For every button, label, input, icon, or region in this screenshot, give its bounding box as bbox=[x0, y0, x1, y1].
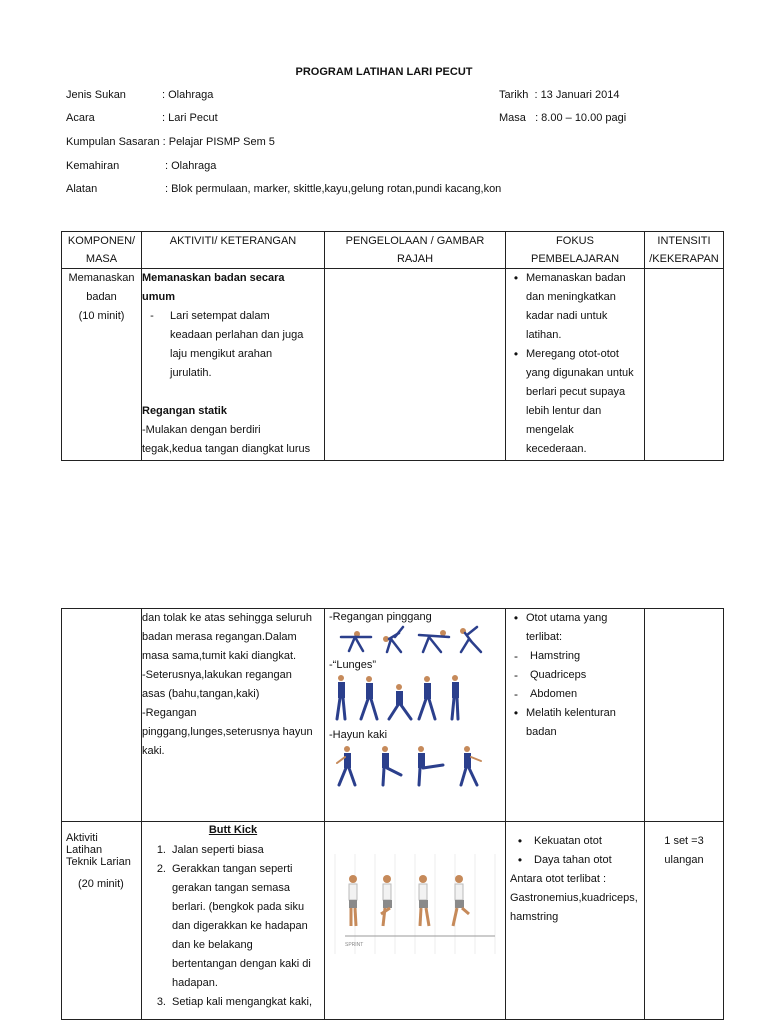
figure-caption: SPRINT bbox=[345, 942, 364, 948]
list-item: • Meregang otot-otot yang digunakan untuk berlari pecut supaya lebih lentur dan mengelak kecederaan. bbox=[513, 347, 634, 455]
kemahiran-value: : Olahraga bbox=[165, 160, 217, 172]
butt-kick-figure bbox=[325, 844, 505, 994]
aktiviti-cell: Memanaskan badan secara umum - Lari setempat dalam keadaan perlahan dan juga laju mengikut arahan jurulatih. Regangan statik -Mulakan dengan berdiri tegak,kedua tangan diangkat lurus bbox=[142, 269, 325, 461]
fokus-cell: • Kekuatan otot • Daya tahan otot Antara otot terlibat : Gastronemius,kuadriceps, hamstring bbox=[506, 822, 645, 1020]
jenis-sukan-value: : Olahraga bbox=[162, 89, 214, 101]
list-item: • Melatih kelenturan badan bbox=[513, 706, 616, 738]
jenis-sukan-label: Jenis Sukan bbox=[66, 89, 126, 101]
kemahiran-label: Kemahiran bbox=[66, 160, 120, 172]
list-item: - Abdomen bbox=[514, 687, 578, 701]
acara-label: Acara bbox=[66, 112, 95, 124]
fokus-cell bbox=[506, 609, 645, 822]
lunges-label: -“Lunges” bbox=[329, 659, 377, 671]
hayun-kaki-figure bbox=[329, 743, 499, 791]
kumpulan-sasaran: Kumpulan Sasaran : Pelajar PISMP Sem 5 bbox=[66, 136, 275, 148]
list-item: • Memanaskan badan dan meningkatkan kadar nadi untuk latihan. bbox=[513, 271, 626, 341]
fokus-cell bbox=[506, 269, 645, 461]
acara-value: : Lari Pecut bbox=[162, 112, 218, 124]
pengelolaan-cell bbox=[325, 609, 506, 822]
alatan-value: : Blok permulaan, marker, skittle,kayu,gelung rotan,pundi kacang,kon bbox=[165, 183, 502, 195]
aktiviti-heading: Memanaskan badan secara bbox=[142, 272, 285, 284]
intensiti-cell: 1 set =3 ulangan bbox=[645, 822, 724, 1020]
list-item: 2. Gerakkan tangan seperti gerakan tangan semasa berlari. (bengkok pada siku dan digerakkan ke hadapan dan ke belakang bertentangan dengan kaki di hadapan. bbox=[156, 863, 311, 989]
list-item: - Quadriceps bbox=[514, 668, 587, 682]
butt-kick-heading: Butt Kick bbox=[208, 824, 258, 836]
lunges-figure bbox=[329, 673, 499, 725]
page-title: PROGRAM LATIHAN LARI PECUT bbox=[295, 66, 473, 78]
komponen-cell: Memanaskan badan (10 minit) bbox=[62, 269, 142, 461]
list-item: - Hamstring bbox=[514, 649, 581, 663]
table-row-butt-kick bbox=[62, 822, 724, 1020]
program-table-page2 bbox=[61, 608, 724, 1020]
regangan-heading: Regangan statik bbox=[142, 405, 227, 417]
list-item: • Kekuatan otot bbox=[517, 834, 602, 848]
intensiti-cell bbox=[645, 269, 724, 461]
table-header-row bbox=[62, 232, 724, 269]
header-aktiviti: AKTIVITI/ KETERANGAN bbox=[142, 232, 325, 269]
list-item: 3. Setiap kali mengangkat kaki, bbox=[156, 996, 313, 1008]
komponen-cell bbox=[62, 609, 142, 822]
alatan-label: Alatan bbox=[66, 183, 98, 195]
list-item: - Lari setempat dalam keadaan perlahan dan juga laju mengikut arahan jurulatih. bbox=[150, 310, 304, 379]
intensiti-cell bbox=[645, 609, 724, 822]
regangan-pinggang-figure bbox=[329, 625, 499, 655]
list-item: • Otot utama yang terlibat: bbox=[513, 611, 608, 643]
pengelolaan-cell bbox=[325, 269, 506, 461]
masa: Masa : 8.00 – 10.00 pagi bbox=[499, 112, 627, 124]
komponen-cell: Aktiviti Latihan Teknik Larian (20 minit) bbox=[62, 822, 142, 1020]
header-komponen: KOMPONEN/ MASA bbox=[62, 232, 142, 269]
table-row-memanaskan bbox=[62, 269, 724, 461]
header-pengelolaan: PENGELOLAAN / GAMBAR RAJAH bbox=[325, 232, 506, 269]
regangan-pinggang-label: -Regangan pinggang bbox=[329, 611, 432, 623]
header-fokus: FOKUS PEMBELAJARAN bbox=[506, 232, 645, 269]
table-row-regangan bbox=[62, 609, 724, 822]
program-table-page1 bbox=[61, 231, 724, 461]
header-intensiti: INTENSITI /KEKERAPAN bbox=[645, 232, 724, 269]
aktiviti-cell bbox=[142, 822, 325, 1020]
list-item: 1. Jalan seperti biasa bbox=[156, 844, 264, 856]
aktiviti-cell: dan tolak ke atas sehingga seluruh badan merasa regangan.Dalam masa sama,tumit kaki diangkat. -Seterusnya,lakukan regangan asas (bahu,tangan,kaki) -Regangan pinggang,lunges,seterusnya hayun kaki. bbox=[142, 609, 325, 822]
list-item: • Daya tahan otot bbox=[517, 853, 612, 867]
tarikh: Tarikh : 13 Januari 2014 bbox=[499, 89, 620, 101]
pengelolaan-cell bbox=[325, 822, 506, 1020]
hayun-kaki-label: -Hayun kaki bbox=[329, 729, 388, 741]
